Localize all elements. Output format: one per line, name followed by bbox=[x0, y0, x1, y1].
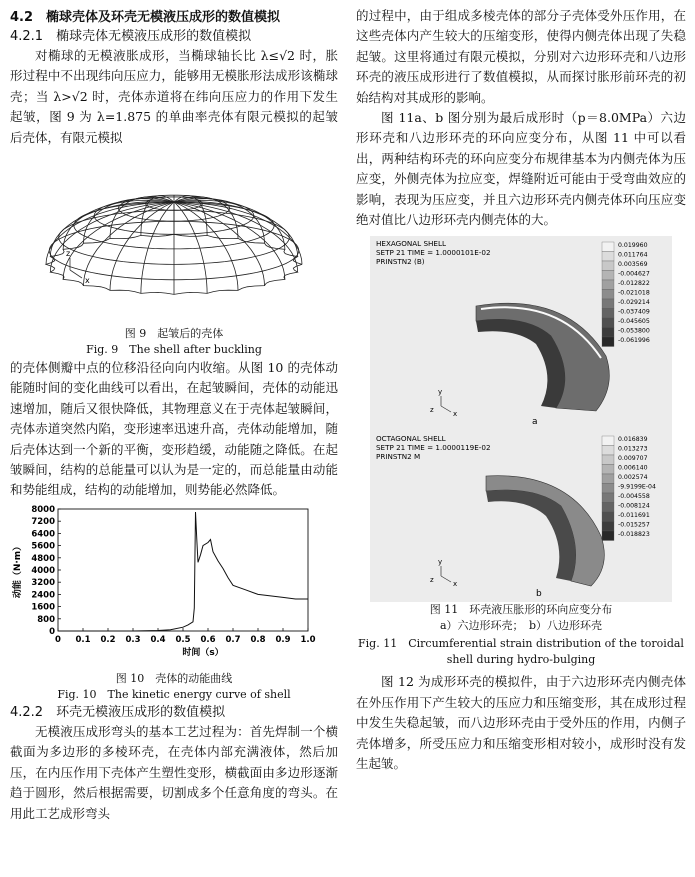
kinetic-energy-series bbox=[58, 512, 308, 631]
right-column bbox=[356, 0, 686, 775]
x-tick-label: 0.9 bbox=[275, 634, 291, 645]
legend-label: 0.016839 bbox=[618, 436, 648, 444]
x-tick-label: 0.8 bbox=[250, 634, 266, 645]
legend-label: -0.045605 bbox=[618, 318, 650, 326]
legend-swatch bbox=[602, 318, 614, 328]
panel-b-header-line: OCTAGONAL SHELL bbox=[376, 434, 446, 444]
legend-label: -0.029214 bbox=[618, 299, 650, 307]
panel-b-label: b bbox=[536, 589, 542, 600]
section-heading: 4.2 椭球壳体及环壳无模液压成形的数值模拟 bbox=[10, 10, 281, 25]
panel-a-header-line: HEXAGONAL SHELL bbox=[376, 239, 446, 249]
legend-swatch bbox=[602, 484, 614, 494]
x-tick-label: 0 bbox=[55, 634, 61, 645]
paragraph: 的壳体侧瓣中点的位移沿径向向内收缩。从图 10 的壳体动能随时间的变化曲线可以看出，在起皱瞬间，壳体的动能迅速增加，随后又很快降低，其物理意义在于壳体起皱瞬间，壳体赤道突然内陷，变形速率迅速升高，壳体动能增加，随后壳体达到一个新的平衡，变形趋缓，动能随之降低。在起皱瞬间，结构的总能量可以认为是一定的，而总能量由动能和势能组成，结构的动能增加，则势能必然降低。 bbox=[10, 360, 338, 498]
figure-10-caption-en: Fig. 10 The kinetic energy curve of shell bbox=[57, 687, 291, 701]
legend-swatch bbox=[602, 242, 614, 252]
legend-label: -0.021018 bbox=[618, 289, 650, 297]
legend-swatch bbox=[602, 252, 614, 262]
legend-swatch bbox=[602, 531, 614, 541]
x-tick-label: 0.2 bbox=[100, 634, 116, 645]
legend-swatch bbox=[602, 337, 614, 347]
x-tick-label: 1.0 bbox=[300, 634, 316, 645]
legend-label: 0.003569 bbox=[618, 261, 648, 269]
paragraph: 对椭球的无模液胀成形，当椭球轴长比 λ≤√2 时，胀形过程中不出现纬向压应力，能够用无模胀形法成形该椭球壳；当 λ>√2 时，壳体赤道将在纬向压应力的作用下发生起皱，图 9 为 λ=1.875 的单曲率壳体有限元模拟的起皱后壳体，有限元模拟 bbox=[10, 48, 338, 145]
y-tick-label: 4000 bbox=[31, 565, 55, 576]
legend-swatch bbox=[602, 446, 614, 456]
figure-10 bbox=[10, 505, 338, 671]
figure-9-caption-cn: 图 9 起皱后的壳体 bbox=[124, 327, 224, 341]
legend-swatch bbox=[602, 271, 614, 281]
legend-label: -9.9199E-04 bbox=[618, 483, 656, 491]
panel-a-label: a bbox=[532, 417, 538, 428]
y-tick-label: 7200 bbox=[31, 517, 55, 528]
kinetic-energy-chart bbox=[10, 505, 338, 671]
y-tick-label: 3200 bbox=[31, 578, 55, 589]
legend-label: -0.061996 bbox=[618, 337, 650, 345]
legend-label: 0.006140 bbox=[618, 464, 648, 472]
left-column bbox=[10, 0, 338, 824]
legend-swatch bbox=[602, 493, 614, 503]
legend-label: -0.015257 bbox=[618, 521, 650, 529]
legend-swatch bbox=[602, 474, 614, 484]
legend-label: -0.008124 bbox=[618, 502, 650, 510]
legend-label: -0.011691 bbox=[618, 512, 650, 520]
legend-swatch bbox=[602, 465, 614, 475]
legend-label: -0.053800 bbox=[618, 327, 650, 335]
paragraph: 图 12 为成形环壳的模拟件，由于六边形环壳内侧壳体在外压作用下产生较大的压应力和压缩变形，其在成形过程中发生失稳起皱，而八边形环壳由于受外压的作用，内侧子壳体增多，所受压应力和压缩变形相对较小，成形时没有发生起皱。 bbox=[356, 674, 686, 772]
panel-b-header-line: SETP 21 TIME = 1.0000119E-02 bbox=[376, 443, 491, 453]
y-tick-label: 8000 bbox=[31, 504, 55, 515]
legend-swatch bbox=[602, 503, 614, 513]
subsection-heading-2: 4.2.2 环壳无模液压成形的数值模拟 bbox=[10, 704, 226, 720]
paragraph: 的过程中，由于组成多棱壳体的部分子壳体受外压作用，在这些壳体内产生较大的压缩变形，使得内侧壳体出现了失稳起皱。这里将通过有限元模拟，分别对六边形环壳和八边形环壳的液压成形进行了数值模拟，从而探讨胀形前环壳的初始结构对其成形的影响。 bbox=[356, 8, 686, 105]
axis-z-label: z bbox=[66, 249, 71, 259]
legend-swatch bbox=[602, 280, 614, 290]
panel-a-header-line: SETP 21 TIME = 1.0000101E-02 bbox=[376, 248, 491, 258]
legend-label: 0.011764 bbox=[618, 251, 648, 259]
y-tick-label: 6400 bbox=[31, 529, 55, 540]
legend-swatch bbox=[602, 261, 614, 271]
axis-x-label: x bbox=[85, 276, 90, 286]
legend-label: 0.002574 bbox=[618, 474, 648, 482]
paragraph: 无模液压成形弯头的基本工艺过程为：首先焊制一个横截面为多边形的多棱环壳，在壳体内部充满液体，然后加压，在内压作用下壳体产生塑性变形，横截面由多边形逐渐趋于圆形，然后根据需要，切割成多个任意角度的弯头。在用此工艺成形弯头 bbox=[10, 723, 338, 821]
x-tick-label: 0.5 bbox=[175, 634, 191, 645]
axis-y-label: y bbox=[438, 558, 443, 567]
legend-swatch bbox=[602, 512, 614, 522]
strain-distribution-plots bbox=[356, 236, 686, 602]
axis-x-label: x bbox=[453, 410, 458, 419]
y-tick-label: 4800 bbox=[31, 553, 55, 564]
y-axis-label: 动能（N·m） bbox=[13, 541, 23, 599]
y-tick-label: 2400 bbox=[31, 590, 55, 601]
legend-label: 0.013273 bbox=[618, 445, 648, 453]
x-axis-label: 时间（s） bbox=[182, 647, 224, 658]
y-tick-label: 5600 bbox=[31, 541, 55, 552]
axis-z-label: z bbox=[430, 406, 434, 415]
figure-11-caption-en: shell during hydro-bulging bbox=[446, 653, 596, 667]
x-tick-label: 0.1 bbox=[75, 634, 91, 645]
figure-11-caption-en: Fig. 11 Circumferential strain distribution of the toroidal bbox=[358, 637, 684, 651]
figure-9-caption-en: Fig. 9 The shell after buckling bbox=[86, 343, 262, 357]
paragraph: 图 11a、b 图分别为最后成形时（p＝8.0MPa）六边形环壳和八边形环壳的环向应变分布，从图 11 中可以看出，两种结构环壳的环向应变分布规律基本为内侧壳体为压应变，外侧壳体为拉应变，焊缝附近可能由于受弯曲效应的影响，表现为压应变，并且六边形环壳内侧壳体环向压应变绝对值比八边形环壳内侧壳体的大。 bbox=[356, 110, 686, 228]
y-tick-label: 800 bbox=[37, 614, 55, 625]
x-tick-label: 0.4 bbox=[150, 634, 166, 645]
x-tick-label: 0.6 bbox=[200, 634, 216, 645]
legend-label: 0.009707 bbox=[618, 455, 648, 463]
y-tick-label: 0 bbox=[49, 626, 55, 637]
legend-label: -0.018823 bbox=[618, 531, 650, 539]
axis-x-label: x bbox=[453, 580, 458, 589]
figure-11 bbox=[356, 236, 686, 602]
legend-label: -0.004627 bbox=[618, 270, 650, 278]
figure-10-caption-cn: 图 10 壳体的动能曲线 bbox=[115, 671, 233, 685]
x-tick-label: 0.3 bbox=[125, 634, 141, 645]
y-tick-label: 1600 bbox=[31, 602, 55, 613]
legend-label: -0.037409 bbox=[618, 308, 650, 316]
x-tick-label: 0.7 bbox=[225, 634, 241, 645]
legend-swatch bbox=[602, 522, 614, 532]
legend-swatch bbox=[602, 309, 614, 319]
legend-swatch bbox=[602, 436, 614, 446]
legend-swatch bbox=[602, 455, 614, 465]
panel-b-header-line: PRINSTN2 M bbox=[376, 452, 421, 462]
buckled-shell-mesh bbox=[10, 150, 338, 320]
subsection-heading-1: 4.2.1 椭球壳体无模液压成形的数值模拟 bbox=[10, 29, 252, 44]
figure-11-caption-sub: a）六边形环壳； b）八边形环壳 bbox=[439, 619, 603, 633]
panel-a-header-line: PRINSTN2 (B) bbox=[376, 257, 425, 267]
axis-y-label: y bbox=[438, 388, 443, 397]
figure-11-caption-cn: 图 11 环壳液压胀形的环向应变分布 bbox=[429, 603, 613, 617]
legend-swatch bbox=[602, 328, 614, 338]
plot-frame bbox=[58, 509, 308, 631]
legend-swatch bbox=[602, 299, 614, 309]
legend-swatch bbox=[602, 290, 614, 300]
legend-label: 0.019960 bbox=[618, 242, 648, 250]
figure-9 bbox=[10, 150, 338, 320]
legend-label: -0.012822 bbox=[618, 280, 650, 288]
axis-z-label: z bbox=[430, 576, 434, 585]
legend-label: -0.004558 bbox=[618, 493, 650, 501]
